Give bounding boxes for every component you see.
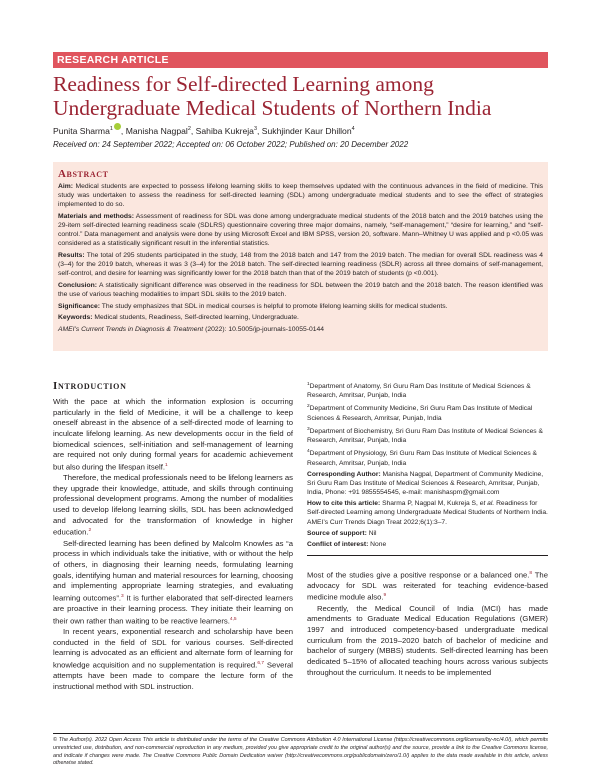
abstract-heading: Abstract <box>58 168 109 180</box>
intro-paragraph: In recent years, exponential research and scholarship have been conducted in the field of SDL for various courses. Self-directed learning is advocated as an efficient and alternate form of learning for knowledge acquisition and no supplementation is required.$^{6,7}$ Several attempts have been made to compare the lecture form of the instructional method with SDL instruction. <box>53 627 293 691</box>
citation-ref[interactable]: 8 <box>529 570 533 576</box>
abstract-keywords: Keywords: Medical students, Readiness, Self-directed learning, Undergraduate. <box>58 314 299 322</box>
author-name[interactable]: Sukhjinder Kaur Dhillon <box>261 125 352 136</box>
publication-dates: Received on: 24 September 2022; Accepted on: 06 October 2022; Published on: 20 December 2022 <box>53 140 409 149</box>
right-column <box>307 380 548 678</box>
body-paragraph: Most of the studies give a positive response or a balanced one.$^8$ The advocacy for SDL was reiterated for teaching evidence-based medicine module also.$^9$ <box>307 570 548 602</box>
affiliation: $^1$Department of Anatomy, Sri Guru Ram Das Institute of Medical Sciences & Research, Amritsar, Punjab, India <box>307 382 531 400</box>
intro-paragraph: Self-directed learning has been defined by Malcolm Knowles as “a process in which individuals take the initiative, with or without the help of others, in diagnosing their learning needs, formulating learning goals, identifying human and material resources for learning, choosing and implementing appropriate learning strategies, and evaluating learning outcomes”.$^3$ It is further elaborated that self-directed learners are proactive in their learning process. They initiate their learning on their own rather than waiting to be reactive learners.$^{4,5}$ <box>53 538 293 626</box>
abstract-aim: Aim: Medical students are expected to possess lifelong learning skills to keep themselves updated with the continuous advances in the field of medicine. This study was undertaken to assess the readiness for self-directed learning (SDL) among undergraduate medical students and to see the effect of strategies implemented to do so. <box>58 183 543 209</box>
affiliations-box <box>307 380 548 556</box>
affiliation: $^4$Department of Physiology, Sri Guru Ram Das Institute of Medical Sciences & Research, Amritsar, Punjab, India <box>307 449 538 467</box>
section-label: RESEARCH ARTICLE <box>57 54 169 66</box>
affiliation: $^2$Department of Community Medicine, Sri Guru Ram Das Institute of Medical Sciences & Research, Amritsar, Punjab, India <box>307 404 533 422</box>
conflict-of-interest: Conflict of interest: None <box>307 540 387 548</box>
citation-ref[interactable]: 9 <box>383 593 387 599</box>
citation-ref[interactable]: 4,5 <box>229 616 237 622</box>
source-of-support: Source of support: Nil <box>307 529 377 537</box>
section-label-banner <box>53 52 548 68</box>
abstract-conclusion: Conclusion: A statistically significant difference was observed in the readiness for SDL between the 2019 batch and the 2018 batch. The reason identified was the use of various teaching modalities to impart SDL skills to the 2019 batch. <box>58 281 543 298</box>
citation-ref[interactable]: 6,7 <box>257 661 264 666</box>
abstract-significance: Significance: The study emphasizes that SDL in medical courses is helpful to promote lifelong learning skills for medical students. <box>58 302 448 310</box>
author-name[interactable]: Sahiba Kukreja <box>195 125 254 136</box>
intro-paragraph: With the pace at which the information explosion is occurring particularly in the field of Medicine, it will be a challenge to keep oneself abreast in the absence of a self-directed mode of learning to inculcate lifelong learning. As new developments occur in the field of biomedical sciences, self-initiation and self-management of learning are required not only during formal years for academic achievement but also during the lifespan itself.$^1$ <box>53 397 293 472</box>
left-column <box>53 380 293 693</box>
author-list: Punita Sharma$^1$ , Manisha Nagpal$^2$, Sahiba Kukreja$^3$, Sukhjinder Kaur Dhillon$^4$ <box>53 123 355 136</box>
license-footer: © The Author(s). 2022 Open Access This article is distributed under the terms of the Creative Commons Attribution 4.0 International License (https://creativecommons.org/licenses/by-nc/4.0/), which permits unrestricted use, distribution, and non-commercial reproduction in any medium, provided you give appropriate credit to the original author(s) and the source, provide a link to the Creative Commons license, and indicate if changes were made. The Creative Commons Public Domain Dedication waiver (http://creativecommons.org/publicdomain/zero/1.0/) applies to the data made available in this article, unless otherwise stated. <box>53 733 548 768</box>
abstract-citation: AMEI’s Current Trends in Diagnosis & Treatment (2022): 10.5005/jp-journals-10055-0144 <box>58 325 325 333</box>
author-name[interactable]: Punita Sharma <box>53 125 110 136</box>
introduction-heading: Introduction <box>53 380 127 392</box>
orcid-icon[interactable] <box>114 123 121 130</box>
article-title: Readiness for Self-directed Learning among Undergraduate Medical Students of Northern India <box>53 72 492 120</box>
citation-ref[interactable]: 2 <box>88 528 92 534</box>
abstract-methods: Materials and methods: Assessment of readiness for SDL was done among undergraduate medical students of the 2018 batch and the 2019 batches using the 29-item self-directed learning readiness scale (SDLRS) questionnaire covering three major domains, namely, “self-management,” “desire for learning,” and “self-control.” Data management and analysis were done by using Microsoft Excel and IBM SPSS, version 20, software. Mann–Whitney U was applied and p <0.05 was considered as a statistically significant result in the inferential statistics. <box>58 212 543 248</box>
abstract-results: Results: The total of 295 students participated in the study, 148 from the 2018 batch and 147 from the 2019 batch. The median for overall SDL readiness was 4 (3–4) for the 2019 batch, whereas it was 3 (3–4) for the 2018 batch. The self-directed learning readiness (SDLR) across all three domains of self-management, self-control, and desire for learning was significantly lower for the 2018 batch than that of the 2019 batch of students (p <0.001). <box>58 251 543 278</box>
corresponding-author: Corresponding Author: Manisha Nagpal, Department of Community Medicine, Sri Guru Ram Das Institute of Medical Sciences & Research, Amritsar, Punjab, India, Phone: +91 9855554545, e-mail: manishaspm@gmail.com <box>307 470 544 497</box>
how-to-cite: How to cite this article: Sharma P, Nagpal M, Kukreja S, et al. Readiness for Self-directed Learning among Undergraduate Medical Students of Northern India. AMEI’s Curr Trends Diagn Treat 2022;6(1):3–7. <box>307 500 548 526</box>
abstract-box <box>53 162 548 351</box>
affiliation: $^3$Department of Biochemistry, Sri Guru Ram Das Institute of Medical Sciences & Research, Amritsar, Punjab, India <box>307 426 543 445</box>
body-paragraph: Recently, the Medical Council of India (MCI) has made amendments to Graduate Medical Education Regulations (GMER) 1997 and introduced competency-based undergraduate medical curriculum from the 2019–2020 batch of bachelor of medicine and bachelor of surgery (MBBS) students. Self-directed learning has been dedicated 5–15% of allocated teaching hours across various subjects throughout the curriculum. It needs to be implemented <box>307 603 548 677</box>
citation-ref[interactable]: 3 <box>121 593 124 599</box>
author-name[interactable]: Manisha Nagpal <box>125 125 188 136</box>
citation-ref[interactable]: 1 <box>164 462 168 468</box>
intro-paragraph: Therefore, the medical professionals need to be lifelong learners as they upgrade their knowledge, attitude, and skills through continuing professional development programs. Among the number of modalities used to develop lifelong learning skills, SDL has been acknowledged and advocated for the transformation of knowledge in higher education.$^2$ <box>53 473 293 537</box>
